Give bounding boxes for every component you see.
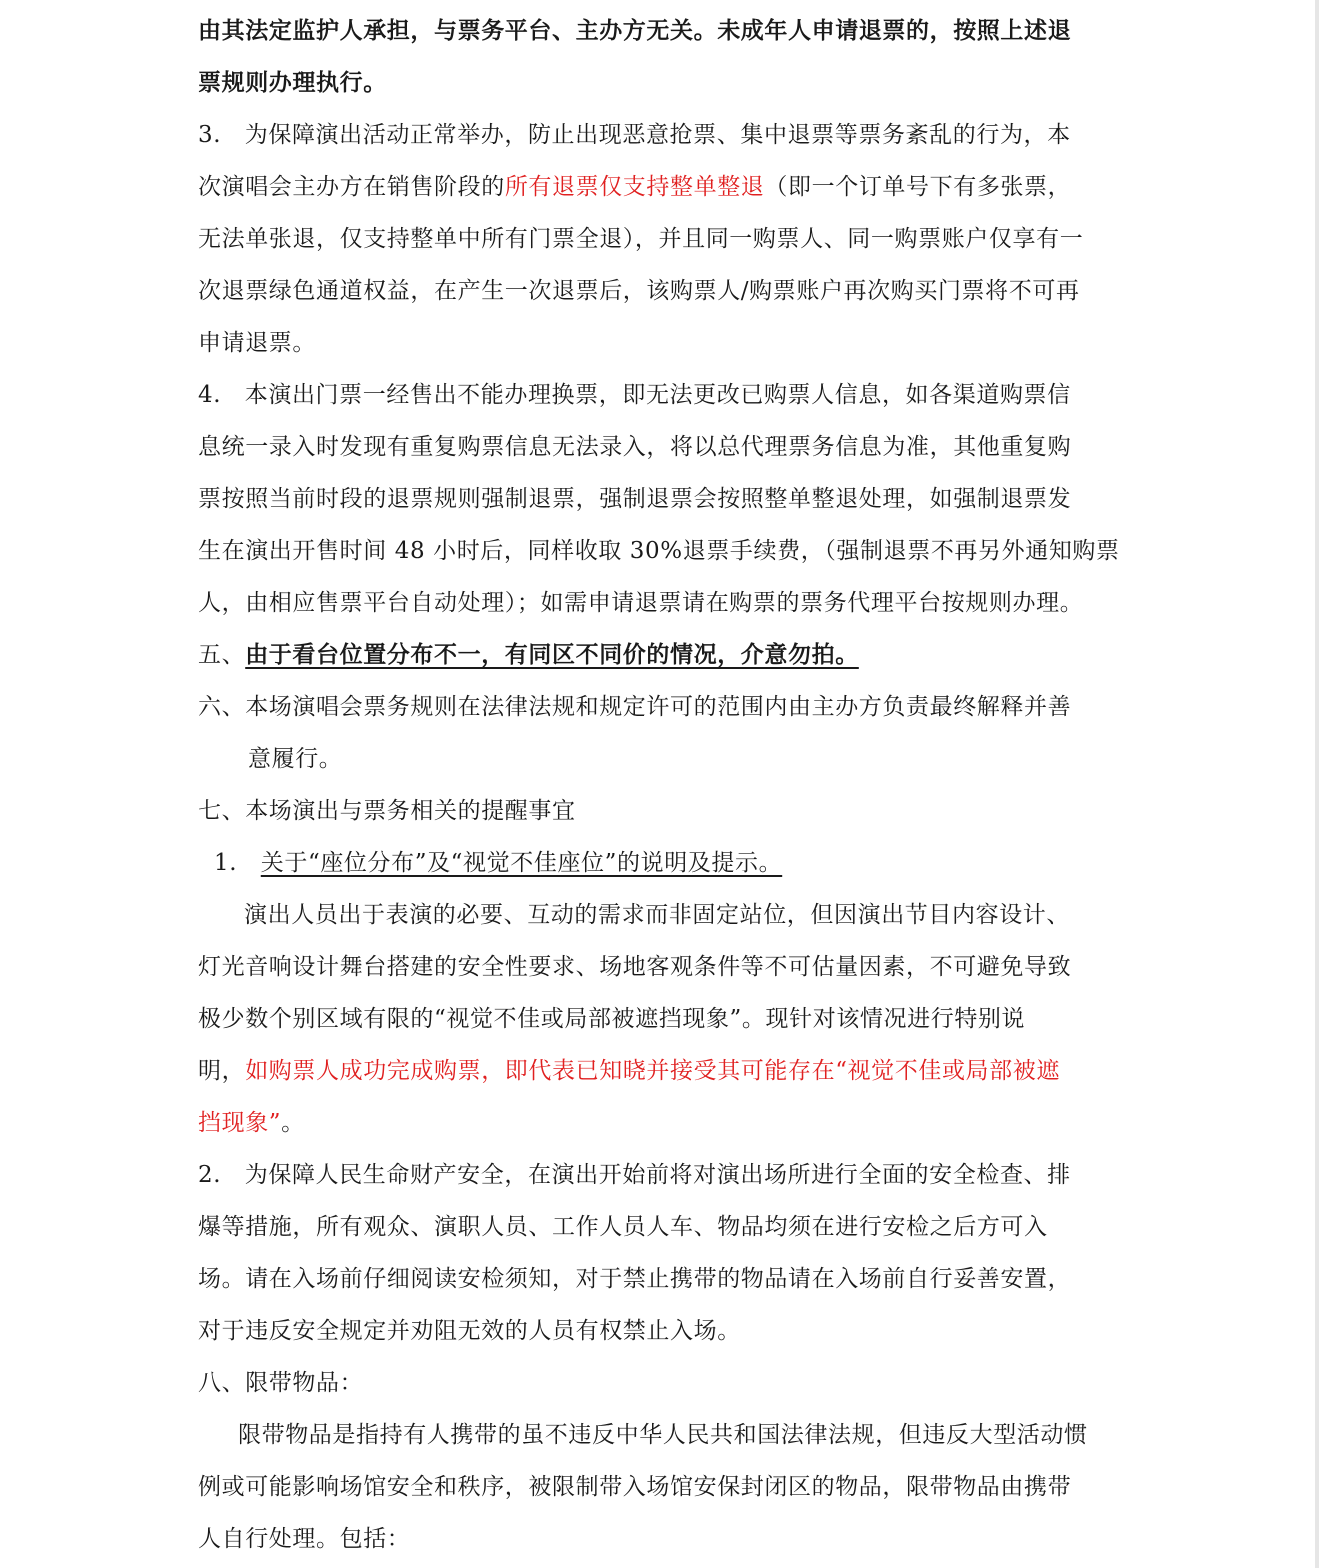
highlight-text: 所有退票仅支持整单整退 [504,174,765,200]
text-line [198,999,1025,1039]
text-span: 次演唱会主办方在销售阶段的 [198,174,505,200]
section-heading [198,687,1071,727]
highlight-text: 挡现象” [198,1110,282,1136]
underlined-bold-text: 由于看台位置分布不一，有同区不同价的情况，介意勿拍。 [245,641,859,668]
text-line [198,271,1080,311]
text-line [198,1259,1071,1299]
text-span: 爆等措施，所有观众、演职人员、工作人员人车、物品均须在进行安检之后方可入 [198,1214,1048,1240]
page-edge-shadow [1315,0,1319,1568]
text-span: 次退票绿色通道权益，在产生一次退票后，该购票人/购票账户再次购买门票将不可再 [198,278,1080,304]
text-span: 八、限带物品： [198,1370,364,1396]
text-span: 限带物品是指持有人携带的虽不违反中华人民共和国法律法规，但违反大型活动惯 [238,1422,1088,1448]
text-line [198,1311,741,1351]
text-line [198,1467,1071,1507]
section-heading [198,791,576,831]
text-line [198,479,1071,519]
text-span: 票按照当前时段的退票规则强制退票，强制退票会按照整单整退处理，如强制退票发 [198,486,1072,512]
section-heading [198,635,859,675]
text-span: 例或可能影响场馆安全和秩序，被限制带入场馆安保封闭区的物品，限带物品由携带 [198,1474,1072,1500]
text-line [198,583,1083,623]
section-number: 五、 [198,642,246,668]
text-line [198,11,1071,51]
text-line [198,219,1083,259]
text-span: 人，由相应售票平台自动处理）；如需申请退票请在购票的票务代理平台按规则办理。 [198,590,1084,616]
text-span: 六、本场演唱会票务规则在法律法规和规定许可的范围内由主办方负责最终解释并善 [198,694,1072,720]
text-span: 息统一录入时发现有重复购票信息无法录入，将以总代理票务信息为准，其他重复购 [198,434,1072,460]
text-line [198,375,1071,415]
underlined-text: 关于“座位分布”及“视觉不佳座位”的说明及提示。 [260,850,783,876]
text-span: 2. 为保障人民生命财产安全，在演出开始前将对演出场所进行全面的安全检查、排 [198,1162,1071,1188]
text-line [198,1207,1048,1247]
text-span: 无法单张退，仅支持整单中所有门票全退），并且同一购票人、同一购票账户仅享有一 [198,226,1084,252]
text-span: 3. 为保障演出活动正常举办，防止出现恶意抢票、集中退票等票务紊乱的行为，本 [198,122,1071,148]
text-span: 极少数个别区域有限的“视觉不佳或局部被遮挡现象”。现针对该情况进行特别说 [198,1006,1026,1032]
text-line [244,895,1070,935]
item-number: 1. [214,850,238,876]
text-line [238,1415,1088,1455]
text-span: 场。请在入场前仔细阅读安检须知，对于禁止携带的物品请在入场前自行妥善安置， [198,1266,1072,1292]
text-line [248,739,342,779]
text-line [198,531,1120,571]
text-line [198,1519,410,1559]
text-span: 意履行。 [248,746,343,772]
text-span: 。 [281,1110,305,1136]
text-span: 由其法定监护人承担，与票务平台、主办方无关。未成年人申请退票的，按照上述退 [198,17,1072,44]
text-span: 对于违反安全规定并劝阻无效的人员有权禁止入场。 [198,1318,741,1344]
text-line [198,1155,1071,1195]
text-span: 演出人员出于表演的必要、互动的需求而非固定站位，但因演出节目内容设计、 [244,902,1070,928]
text-span: 4. 本演出门票一经售出不能办理换票，即无法更改已购票人信息，如各渠道购票信 [198,382,1071,408]
text-line [198,63,387,103]
text-span: 生在演出开售时间 48 小时后，同样收取 30%退票手续费，（强制退票不再另外通知购票 [198,538,1120,564]
text-span: 明， [198,1058,246,1084]
text-line [198,1103,305,1143]
text-line [198,323,316,363]
text-span: 七、本场演出与票务相关的提醒事宜 [198,798,576,824]
text-line [198,1051,1060,1091]
text-line [198,115,1071,155]
text-span: 灯光音响设计舞台搭建的安全性要求、场地客观条件等不可估量因素，不可避免导致 [198,954,1072,980]
sub-heading [214,843,782,883]
text-span: （即一个订单号下有多张票， [764,174,1072,200]
text-span: 人自行处理。包括： [198,1526,411,1552]
text-line [198,167,1071,207]
text-span: 票规则办理执行。 [198,69,387,96]
section-heading [198,1363,363,1403]
text-line [198,947,1071,987]
text-line [198,427,1071,467]
text-span: 申请退票。 [198,330,316,356]
highlight-text: 如购票人成功完成购票，即代表已知晓并接受其可能存在“视觉不佳或局部被遮 [245,1058,1060,1084]
